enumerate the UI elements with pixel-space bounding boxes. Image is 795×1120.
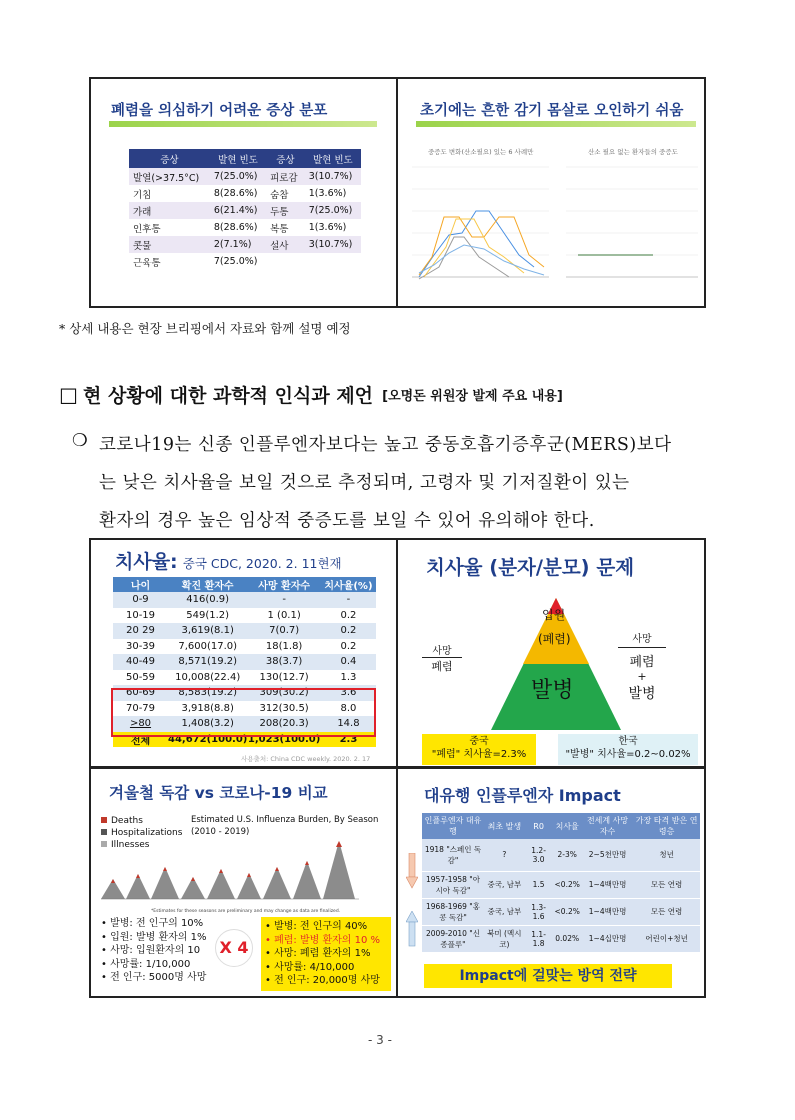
fraction-denominator: 폐렴	[431, 660, 453, 673]
paragraph-line: 는 낮은 치사율을 보일 것으로 추정되며, 고령자 및 기저질환이 있는	[99, 473, 630, 493]
table-row	[113, 670, 376, 686]
col-header: 발현 빈도	[210, 149, 266, 168]
source-caption: 사용출처: China CDC weekly. 2020. 2. 17	[241, 755, 371, 763]
cell: 1(3.6%)	[308, 222, 347, 233]
bullet-item: • 발병: 전 인구의 40%	[265, 921, 368, 932]
cell: 2009-2010 "신종플루"	[422, 925, 484, 952]
cell: 1~4백만명	[582, 898, 633, 925]
cell: 7(0.7)	[247, 623, 321, 639]
left-fraction	[422, 642, 462, 674]
cell: 3(10.7%)	[305, 236, 361, 253]
bullet-item: • 폐렴: 발병 환자의 10 %	[265, 934, 381, 946]
cell: 70-79	[125, 702, 156, 714]
col-header: 치사율	[553, 813, 582, 839]
title-sub: 중국 CDC, 2020. 2. 11현재	[182, 556, 342, 571]
cell: 기침	[133, 189, 152, 201]
cell: 416(0.9)	[168, 592, 247, 608]
cell	[305, 253, 361, 270]
cell: 18(1.8)	[265, 640, 303, 652]
table-row	[113, 639, 376, 655]
cell: 복통	[270, 223, 289, 235]
cell: 전체	[113, 732, 168, 748]
cell: 1.5	[525, 871, 553, 898]
cell: 60-69	[113, 685, 168, 701]
covid-bullets	[261, 917, 391, 991]
table-row	[113, 654, 376, 670]
cell: 10,008(22.4)	[175, 671, 241, 683]
col-header: 발현 빈도	[305, 149, 361, 168]
cell: 30-39	[125, 640, 156, 652]
note-text: * 상세 내용은 현장 브리핑에서 자료와 함께 설명 예정	[59, 321, 351, 336]
cell: 6(21.4%)	[210, 202, 266, 219]
page-number: - 3 -	[368, 1033, 392, 1047]
cell: 청년	[633, 839, 700, 871]
chart-title: Estimated U.S. Influenza Burden, By Season	[191, 815, 379, 825]
slide-symptom-distribution	[89, 77, 398, 308]
col-header: 증상	[129, 149, 210, 168]
cell: 1,023(100.0)	[247, 732, 321, 748]
korea-cfr-box	[558, 734, 698, 765]
cell: 8.0	[340, 702, 357, 714]
cell: 549(1.2)	[186, 609, 230, 621]
cell: <0.2%	[553, 898, 582, 925]
slide-title: 초기에는 흔한 감기 몸살로 오인하기 쉬움	[420, 103, 684, 119]
cell: 1~4백만명	[582, 871, 633, 898]
table-row	[113, 592, 376, 608]
chart-footnote: *Estimates for these seasons are preliminary and may change as data are finalized.	[151, 909, 341, 914]
bullet-text: 사망률: 1/10,000	[110, 958, 191, 970]
table-row	[422, 871, 700, 898]
table-row	[113, 608, 376, 624]
cell: 콧물	[129, 236, 210, 253]
cell: 2-3%	[553, 839, 582, 871]
symptom-table	[129, 149, 361, 270]
fraction-line	[618, 647, 666, 648]
cell: 14.8	[321, 716, 376, 732]
cell: 1~4십만명	[582, 925, 633, 952]
bullet-text: 전 인구: 20,000명 사망	[274, 975, 380, 986]
bullet-text: 사망: 폐렴 환자의 1%	[274, 948, 371, 959]
chart-subtitle: (2010 - 2019)	[191, 827, 250, 837]
cell: 1.1-1.8	[525, 925, 553, 952]
table-row	[129, 168, 361, 185]
china-cfr-box	[422, 734, 536, 765]
legend-label: Deaths	[111, 816, 143, 826]
fraction-numerator: 사망	[632, 634, 652, 645]
cell: 50-59	[125, 671, 156, 683]
table-row	[129, 236, 361, 253]
table-row	[422, 925, 700, 952]
fraction-denominator: 폐렴	[629, 655, 655, 670]
cell: 2.3	[321, 732, 376, 748]
chart-title: 산소 필요 없는 환자들의 중증도	[588, 148, 678, 156]
fraction-denominator: 발병	[628, 686, 656, 702]
table-row	[422, 898, 700, 925]
bullet-text: 입원: 발병 환자의 1%	[110, 931, 207, 943]
cell: 0-9	[113, 592, 168, 608]
cell: 1.3-1.6	[525, 898, 553, 925]
table-row	[113, 623, 376, 639]
pyramid-top-label: (폐렴)	[538, 632, 571, 646]
cell	[266, 253, 305, 270]
cell: 인후통	[133, 223, 161, 235]
slide-numerator-denominator	[396, 538, 706, 768]
paragraph-bullet: ❍	[72, 431, 89, 451]
legend-item	[101, 815, 182, 827]
cell: 설사	[266, 236, 305, 253]
paragraph-line: 환자의 경우 높은 임상적 중증도를 보일 수 있어 유의해야 한다.	[99, 511, 595, 531]
col-header: 전세계 사망자수	[582, 813, 633, 839]
arrow-up-icon	[406, 911, 418, 947]
cell: >80	[113, 716, 168, 732]
col-header: 나이	[113, 577, 168, 592]
cell: 7,600(17.0)	[178, 640, 238, 652]
strategy-banner: Impact에 걸맞는 방역 전략	[424, 964, 672, 988]
flu-burden-mountains	[101, 839, 361, 909]
chart-title: 중증도 변화(산소필요) 있는 6 사례만	[428, 148, 534, 156]
col-header: 사망 환자수	[247, 577, 321, 592]
table-row	[129, 219, 361, 236]
cell: 8(28.6%)	[213, 188, 258, 199]
bullet-item: • 발병: 전 인구의 10%	[101, 918, 204, 929]
pandemic-table	[422, 813, 700, 953]
cell: 1(3.6%)	[308, 188, 347, 199]
section-title: 현 상황에 대한 과학적 인식과 제언	[83, 385, 374, 407]
cell: 2~5천만명	[582, 839, 633, 871]
cell: 40-49	[113, 654, 168, 670]
cell: 근육통	[133, 257, 161, 269]
multiplier-badge: X 4	[215, 929, 253, 967]
plus-sign: +	[637, 670, 647, 683]
checkbox-square: □	[59, 382, 78, 407]
cell: 20 29	[113, 623, 168, 639]
col-header: 증상	[266, 149, 305, 168]
legend-label: Hospitalizations	[111, 828, 183, 838]
box-label: 한국	[618, 736, 638, 747]
cell: 2(7.1%)	[210, 236, 266, 253]
table-row	[129, 185, 361, 202]
cell: 1.3	[340, 671, 357, 683]
cell: 3(10.7%)	[305, 168, 361, 185]
slide-pandemic-impact	[396, 767, 706, 998]
cell: 모든 연령	[633, 871, 700, 898]
cell: 44,672(100.0)	[168, 732, 247, 748]
cell: 1957-1958 "아시아 독감"	[422, 871, 484, 898]
cell: 312(30.5)	[259, 702, 309, 714]
slide-title: 치사율 (분자/분모) 문제	[426, 556, 635, 579]
cell: 1.2-3.0	[525, 839, 553, 871]
box-text: "발병" 치사율=0.2~0.02%	[565, 749, 691, 760]
fraction-numerator: 사망	[432, 646, 452, 657]
bullet-text: 사망: 입원환자의 10	[110, 945, 201, 956]
bullet-item: • 사망: 입원환자의 10	[101, 945, 201, 956]
col-header: 치사율(%)	[321, 577, 376, 592]
cell: 가래	[129, 202, 210, 219]
slide-early-symptoms	[396, 77, 706, 308]
cell: 8,583(19.2)	[168, 685, 247, 701]
cell: 1968-1969 "홍콩 독감"	[422, 898, 484, 925]
col-header: 가장 타격 받은 연령층	[633, 813, 700, 839]
bullet-item: • 사망률: 4/10,000	[265, 961, 355, 973]
col-header: 확진 환자수	[168, 577, 247, 592]
cell: 0.2	[340, 609, 357, 621]
cell: 3.6	[321, 685, 376, 701]
cell: 8(28.6%)	[213, 222, 258, 233]
cell: 208(20.3)	[247, 716, 321, 732]
cell: 어린이+청년	[633, 925, 700, 952]
slide-case-fatality	[89, 538, 398, 768]
cell: <0.2%	[553, 871, 582, 898]
slide-title: 대유행 인플루엔자 Impact	[424, 786, 621, 805]
paragraph-line: 코로나19는 신종 인플루엔자보다는 높고 중동호흡기증후군(MERS)보다	[99, 435, 672, 455]
col-header: 인플루엔자 대유행	[422, 813, 484, 839]
bullet-text: 발병: 전 인구의 40%	[274, 921, 368, 932]
bullet-text: 전 인구: 5000명 사망	[110, 972, 207, 983]
cell: 모든 연령	[633, 898, 700, 925]
title-main: 치사율:	[115, 551, 178, 573]
cell: 피로감	[266, 168, 305, 185]
elderly-highlight-box	[111, 688, 376, 737]
cell: 1 (0.1)	[267, 609, 301, 621]
slide-flu-vs-covid	[89, 767, 398, 998]
cell: 0.02%	[553, 925, 582, 952]
legend-label: Illnesses	[111, 840, 150, 850]
cell: 중국, 남부	[484, 898, 525, 925]
right-fraction	[618, 630, 666, 703]
table-row	[422, 839, 700, 871]
cell: 7(25.0%)	[305, 202, 361, 219]
section-heading	[59, 381, 563, 408]
cell: -	[247, 592, 321, 608]
slide-title: 겨울철 독감 vs 코로나-19 비교	[109, 784, 328, 802]
cell: 7(25.0%)	[210, 168, 266, 185]
cell: 숨참	[270, 189, 289, 201]
bullet-item: • 전 인구: 20,000명 사망	[265, 975, 380, 986]
pyramid-top-label: 입원	[542, 608, 566, 622]
cell: 중국, 남부	[484, 871, 525, 898]
title-underline	[416, 121, 696, 127]
cell: 1918 "스페인 독감"	[422, 839, 484, 871]
cell: 0.4	[321, 654, 376, 670]
non-oxygen-severity-chart	[558, 157, 703, 302]
col-header: 최초 발생	[484, 813, 525, 839]
table-row	[129, 253, 361, 270]
legend-item	[101, 827, 182, 839]
cell: 7(25.0%)	[213, 256, 258, 267]
bullet-text: 발병: 전 인구의 10%	[110, 918, 204, 929]
cell: 8,571(19.2)	[168, 654, 247, 670]
bullet-item: • 사망: 폐렴 환자의 1%	[265, 948, 371, 959]
slide-title: 폐렴을 의심하기 어려운 증상 분포	[111, 103, 328, 119]
bullet-text: 사망률: 4/10,000	[274, 961, 355, 973]
table-row	[129, 202, 361, 219]
cell: ?	[484, 839, 525, 871]
cell: 두통	[266, 202, 305, 219]
cell: 309(30.2)	[247, 685, 321, 701]
bullet-text: 폐렴: 발병 환자의 10 %	[274, 934, 381, 946]
severity-line-chart	[404, 157, 554, 302]
bullet-item: • 전 인구: 5000명 사망	[101, 972, 207, 983]
col-header: R0	[525, 813, 553, 839]
title-underline	[109, 121, 377, 127]
cell: 0.2	[321, 623, 376, 639]
pyramid-bottom-label: 발병	[531, 678, 574, 703]
slide-title	[115, 547, 342, 574]
cell: 1,408(3.2)	[168, 716, 247, 732]
cell: 3,619(8.1)	[168, 623, 247, 639]
arrow-down-icon	[406, 853, 418, 889]
bullet-item: • 사망률: 1/10,000	[101, 958, 191, 970]
cell: 북미 (멕시코)	[484, 925, 525, 952]
cell: 3,918(8.8)	[181, 702, 234, 714]
cell: 130(12.7)	[259, 671, 309, 683]
cell: 발열(>37.5°C)	[129, 168, 210, 185]
bullet-item: • 입원: 발병 환자의 1%	[101, 931, 207, 943]
box-text: "폐렴" 치사율=2.3%	[431, 749, 527, 760]
cell: -	[321, 592, 376, 608]
cell: 10-19	[125, 609, 156, 621]
box-label: 중국	[469, 736, 489, 747]
cell: 0.2	[340, 640, 357, 652]
section-subtitle: [오명돈 위원장 발제 주요 내용]	[382, 389, 563, 404]
cell: 38(3.7)	[247, 654, 321, 670]
